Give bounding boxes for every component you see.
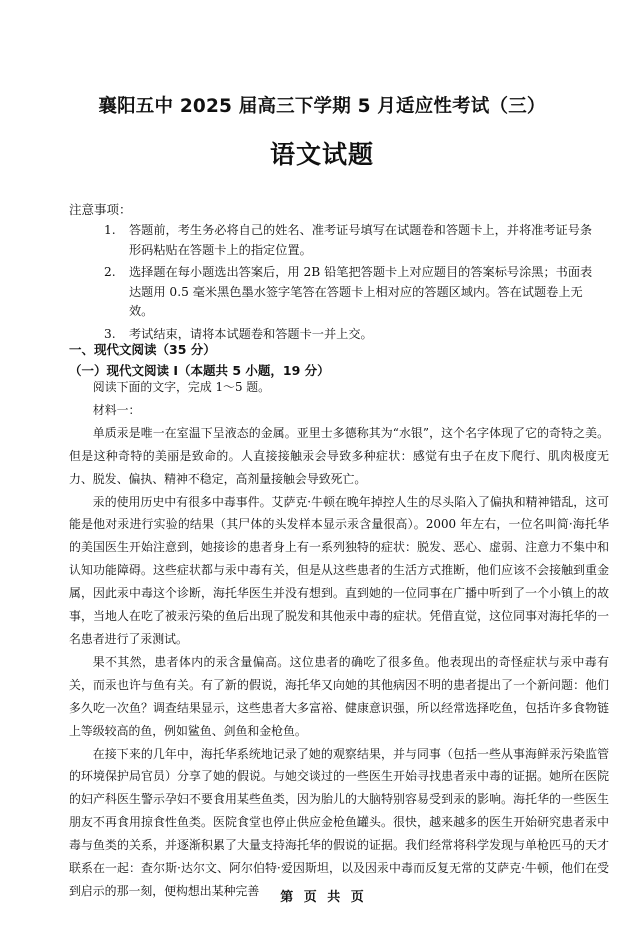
- notice-item: [104, 263, 604, 322]
- notice-item-number: 1.: [104, 223, 116, 237]
- reading-instruction: 阅读下面的文字，完成 1～5 题。: [92, 380, 271, 394]
- sub-section-heading: （一）现代文阅读 I（本题共 5 小题，19 分）: [69, 363, 330, 378]
- page-footer: 第 页 共 页: [280, 890, 364, 905]
- passage-paragraph: 果不其然，患者体内的汞含量偏高。这位患者的确吃了很多鱼。他表现出的奇怪症状与汞中毒有关，而汞也许与鱼有关。有了新的假说，海托华又向她的其他病因不明的患者提出了一个新问题：他们多久吃一次鱼？调查结果显示，这些患者大多富裕、健康意识强，所以经常选择吃鱼，包括许多食物链上等级较高的鱼，例如鲨鱼、剑鱼和金枪鱼。: [69, 654, 609, 738]
- passage-paragraph: 汞的使用历史中有很多中毒事件。艾萨克·牛顿在晚年掉控人生的尽头陷入了偏执和精神错乱，这可能是他对汞进行实验的结果（其尸体的头发样本显示汞含量很高）。2000 年左右，一位名叫简·海托华的美国医生开始注意到，她接诊的患者身上有一系列独特的症状：脱发、恶心、虚弱、注意力不集中和认知功能障碍。这些症状都与汞中毒有关，但是从这些患者的生活方式推断，他们应该不会接触到重金属，因此汞中毒这个诊断，海托华医生并没有想到。直到她的一位同事在广播中听到了一个小镇上的故事，当地人在吃了被汞污染的鱼后出现了脱发和其他汞中毒的症状。凭借直觉，这位同事对海托华的一名患者进行了汞测试。: [69, 494, 609, 646]
- notice-item-number: 3.: [104, 326, 116, 341]
- notice-item-text: 考试结束，请将本试题卷和答题卡一并上交。: [129, 326, 373, 341]
- notice-list: [104, 221, 604, 347]
- notice-item-text: 答题前，考生务必将自己的姓名、准考证号填写在试题卷和答题卡上，并将准考证号条形码粘贴在答题卡上的指定位置。: [129, 223, 593, 257]
- exam-title: 襄阳五中 2025 届高三下学期 5 月适应性考试（三）: [98, 96, 546, 117]
- passage-paragraph: 单质汞是唯一在室温下呈液态的金属。亚里士多德称其为“水银”，这个名字体现了它的奇特之美。但是这种奇特的美丽是致命的。人直接接触汞会导致多种症状：感觉有虫子在皮下爬行、肌肉极度无力、脱发、偏执、精神不稳定，高剂量接触会导致死亡。: [69, 425, 609, 486]
- notice-item: [104, 221, 604, 260]
- notice-item-number: 2.: [104, 265, 116, 279]
- notice-item-text: 选择题在每小题选出答案后，用 2B 铅笔把答题卡上对应题目的答案标号涂黑；书面表达题用 0.5 毫米黑色墨水签字笔答在答题卡上相对应的答题区域内。答在试题卷上无效。: [129, 265, 593, 318]
- section-heading: 一、现代文阅读（35 分）: [69, 342, 216, 357]
- notice-heading: 注意事项：: [69, 202, 132, 217]
- material-label: 材料一：: [92, 402, 141, 417]
- passage: [69, 376, 609, 903]
- subject-title: 语文试题: [269, 140, 374, 169]
- passage-paragraph: 在接下来的几年中，海托华系统地记录了她的观察结果，并与同事（包括一些从事海鲜汞污染监管的环境保护局官员）分享了她的假说。与她交谈过的一些医生开始寻找患者汞中毒的证据。她所在医院的妇产科医生警示孕妇不要食用某些鱼类，因为胎儿的大脑特别容易受到汞的影响。海托华的一些医生朋友不再食用掠食性鱼类。医院食堂也停止供应金枪鱼罐头。很快，越来越多的医生开始研究患者汞中毒与鱼类的关系，并逐渐积累了大量支持海托华的假说的证据。我们经常将科学发现与单枪匹马的天才联系在一起：查尔斯·达尔文、阿尔伯特·爱因斯坦，以及因汞中毒而反复无常的艾萨克·牛顿，他们在受到启示的那一刻，便构想出某种完善: [69, 746, 609, 898]
